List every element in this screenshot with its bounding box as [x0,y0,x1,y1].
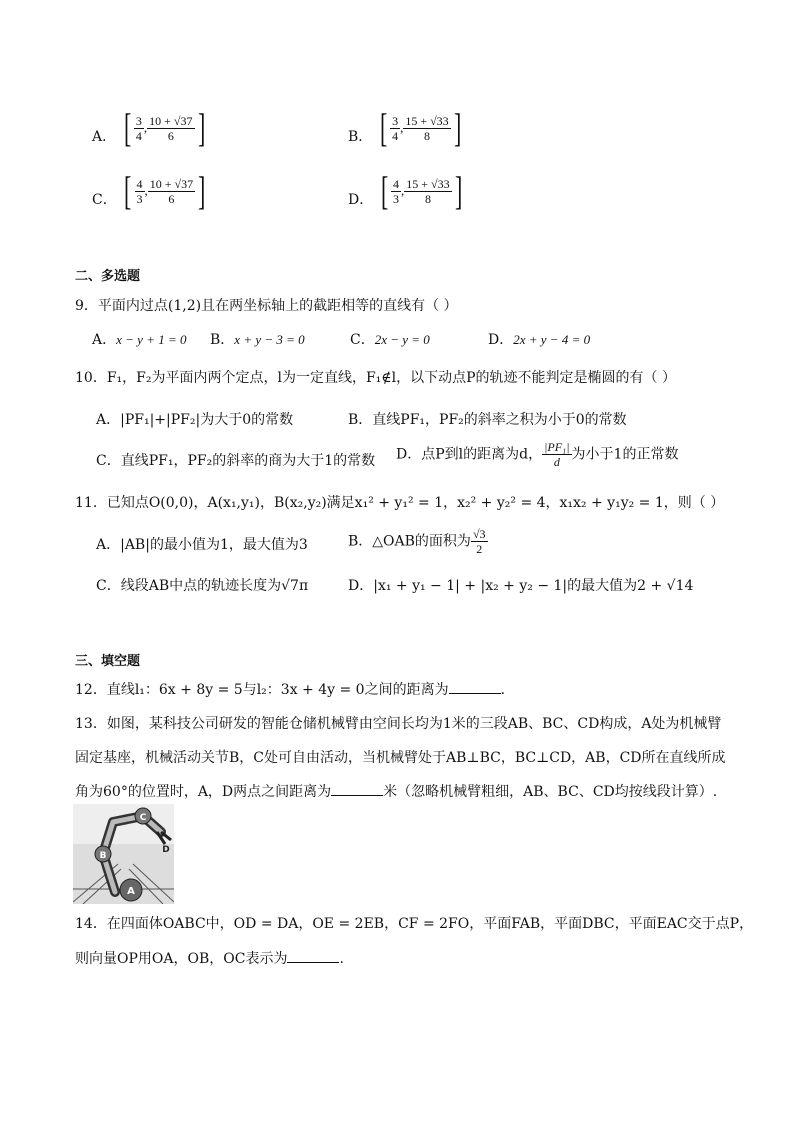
q11-option-a: A．|AB|的最小值为1，最大值为3 [96,537,308,553]
q10-d-fraction [542,440,571,469]
section-title-fill-in: 三、填空题 [75,654,141,669]
q14-line1: 14．在四面体OABC中，OD = DA，OE = 2EB，CF = 2FO，平面FAB，平面DBC，平面EAC交于点P， [75,916,754,932]
q8-option-c-label: C． [92,192,117,208]
q12-post: . [500,682,506,698]
q13-line3-pre: 角为60°的位置时，A，D两点之间距离为 [75,784,332,800]
q11-option-b [348,527,488,556]
q10-d-num: |PF₁| [544,440,570,454]
q9-c-label: C． [350,332,375,348]
q10-stem: 10．F₁，F₂为平面内两个定点，l为一定直线，F₁∉l，以下动点P的轨迹不能判定是椭圆的有（ ） [75,370,676,386]
q8-option-a [92,105,208,150]
q9-b-expr: x + y − 3 = 0 [234,332,305,347]
q8-option-d-label: D． [348,192,374,208]
section-title-multiple-choice: 二、多选题 [75,269,141,284]
q8-a-lo-den: 4 [135,128,142,143]
q8-b-hi-den: 8 [424,128,430,143]
q8-a-hi-num: 10 + √37 [149,113,193,128]
q8-c-hi-den: 6 [168,191,175,206]
q12-pre: 12．直线l₁：6x + 8y = 5与l₂：3x + 4y = 0之间的距离为 [75,682,449,698]
q13-line1: 13．如图，某科技公司研发的智能仓储机械臂由空间长均为1米的三段AB、BC、CD构成，A处为机械臂 [75,716,722,732]
q9-a-label: A． [92,332,117,348]
q11-b-fraction [471,527,488,556]
q8-a-hi-den: 6 [167,128,174,143]
q8-c-hi-num: 10 + √37 [149,176,194,191]
svg-text:B: B [99,851,107,861]
q11-option-d: D．|x₁ + y₁ − 1| + |x₂ + y₂ − 1|的最大值为2 + √14 [348,578,694,594]
svg-text:D: D [162,845,170,855]
q8-option-b-interval: [ $\frac{3}{4}$ , $\frac{15 + √33}{8}$ ] [379,105,462,150]
q14-answer-blank[interactable] [287,950,339,963]
svg-text:A: A [127,886,135,897]
q9-option-c [350,331,430,349]
q11-b-den: 2 [476,542,483,556]
q11-b-num: √3 [472,527,486,541]
q9-option-b [210,331,305,349]
q14-line2 [75,950,344,968]
q13-line3 [75,783,717,801]
q8-d-lo-den: 3 [393,191,400,206]
q8-c-lo-den: 3 [136,191,143,206]
q8-d-hi-num: 15 + √33 [406,176,450,191]
svg-text:C: C [139,813,147,823]
q9-option-a [92,331,186,349]
robot-arm-figure [73,804,174,904]
q8-b-lo-den: 4 [392,128,399,143]
q8-option-c-interval: [ $\frac{4}{3}$ , $\frac{10 + √37}{6}$ ] [124,168,206,213]
q12-line [75,681,505,699]
q8-d-hi-den: 8 [424,191,431,206]
q8-option-b [348,105,464,150]
q13-line3-post: 米（忽略机械臂粗细，AB、BC、CD均按线段计算）. [383,784,718,800]
q13-line2: 固定基座，机械活动关节B，C处可自由活动，当机械臂处于AB⊥BC，BC⊥CD，AB，CD所在直线所成 [75,750,726,766]
q10-option-b: B．直线PF₁，PF₂的斜率之积为小于0的常数 [348,412,627,428]
q8-a-lo-num: 3 [135,113,142,128]
q14-line2-post: . [339,951,344,967]
q8-b-lo-num: 3 [392,113,399,128]
q10-d-post: 为小于1的正常数 [571,446,679,463]
q10-d-den: d [553,455,560,469]
q9-d-expr: 2x + y − 4 = 0 [513,332,591,347]
q9-d-label: D． [488,332,514,348]
q11-stem: 11．已知点O(0,0)，A(x₁,y₁)，B(x₂,y₂)满足x₁² + y₁² = 1，x₂² + y₂² = 4，x₁x₂ + y₁y₂ = 1，则（ ） [75,495,725,511]
q8-option-c [92,168,208,213]
q8-option-a-label: A． [92,129,117,145]
q11-b-pre: B．△OAB的面积为 [348,533,471,550]
q11-option-c: C．线段AB中点的轨迹长度为√7π [96,578,309,594]
q9-c-expr: 2x − y = 0 [374,332,430,347]
q8-option-d-interval: [ $\frac{4}{3}$ , $\frac{15 + √33}{8}$ ] [380,168,462,213]
q9-a-expr: x − y + 1 = 0 [116,332,187,347]
q12-answer-blank[interactable] [449,681,501,694]
q8-b-hi-num: 15 + √33 [405,113,449,128]
q8-d-lo-num: 4 [393,176,400,191]
q13-answer-blank[interactable] [331,783,383,796]
q8-c-lo-num: 4 [136,176,143,191]
q10-d-pre: D．点P到l的距离为d， [396,446,543,463]
q10-option-c: C．直线PF₁，PF₂的斜率的商为大于1的常数 [96,453,376,469]
q9-b-label: B． [210,332,235,348]
q8-option-a-interval: [ $\frac{3}{4}$ , $\frac{10 + √37}{6}$ ] [123,105,205,150]
q9-option-d [488,331,590,349]
q10-option-a: A．|PF₁|+|PF₂|为大于0的常数 [96,412,294,428]
q9-stem: 9．平面内过点(1,2)且在两坐标轴上的截距相等的直线有（ ） [75,298,458,314]
q14-line2-pre: 则向量OP用OA，OB，OC表示为 [75,951,288,967]
q8-option-d [348,168,465,213]
q8-option-b-label: B． [348,129,373,145]
q10-option-d [396,440,678,469]
